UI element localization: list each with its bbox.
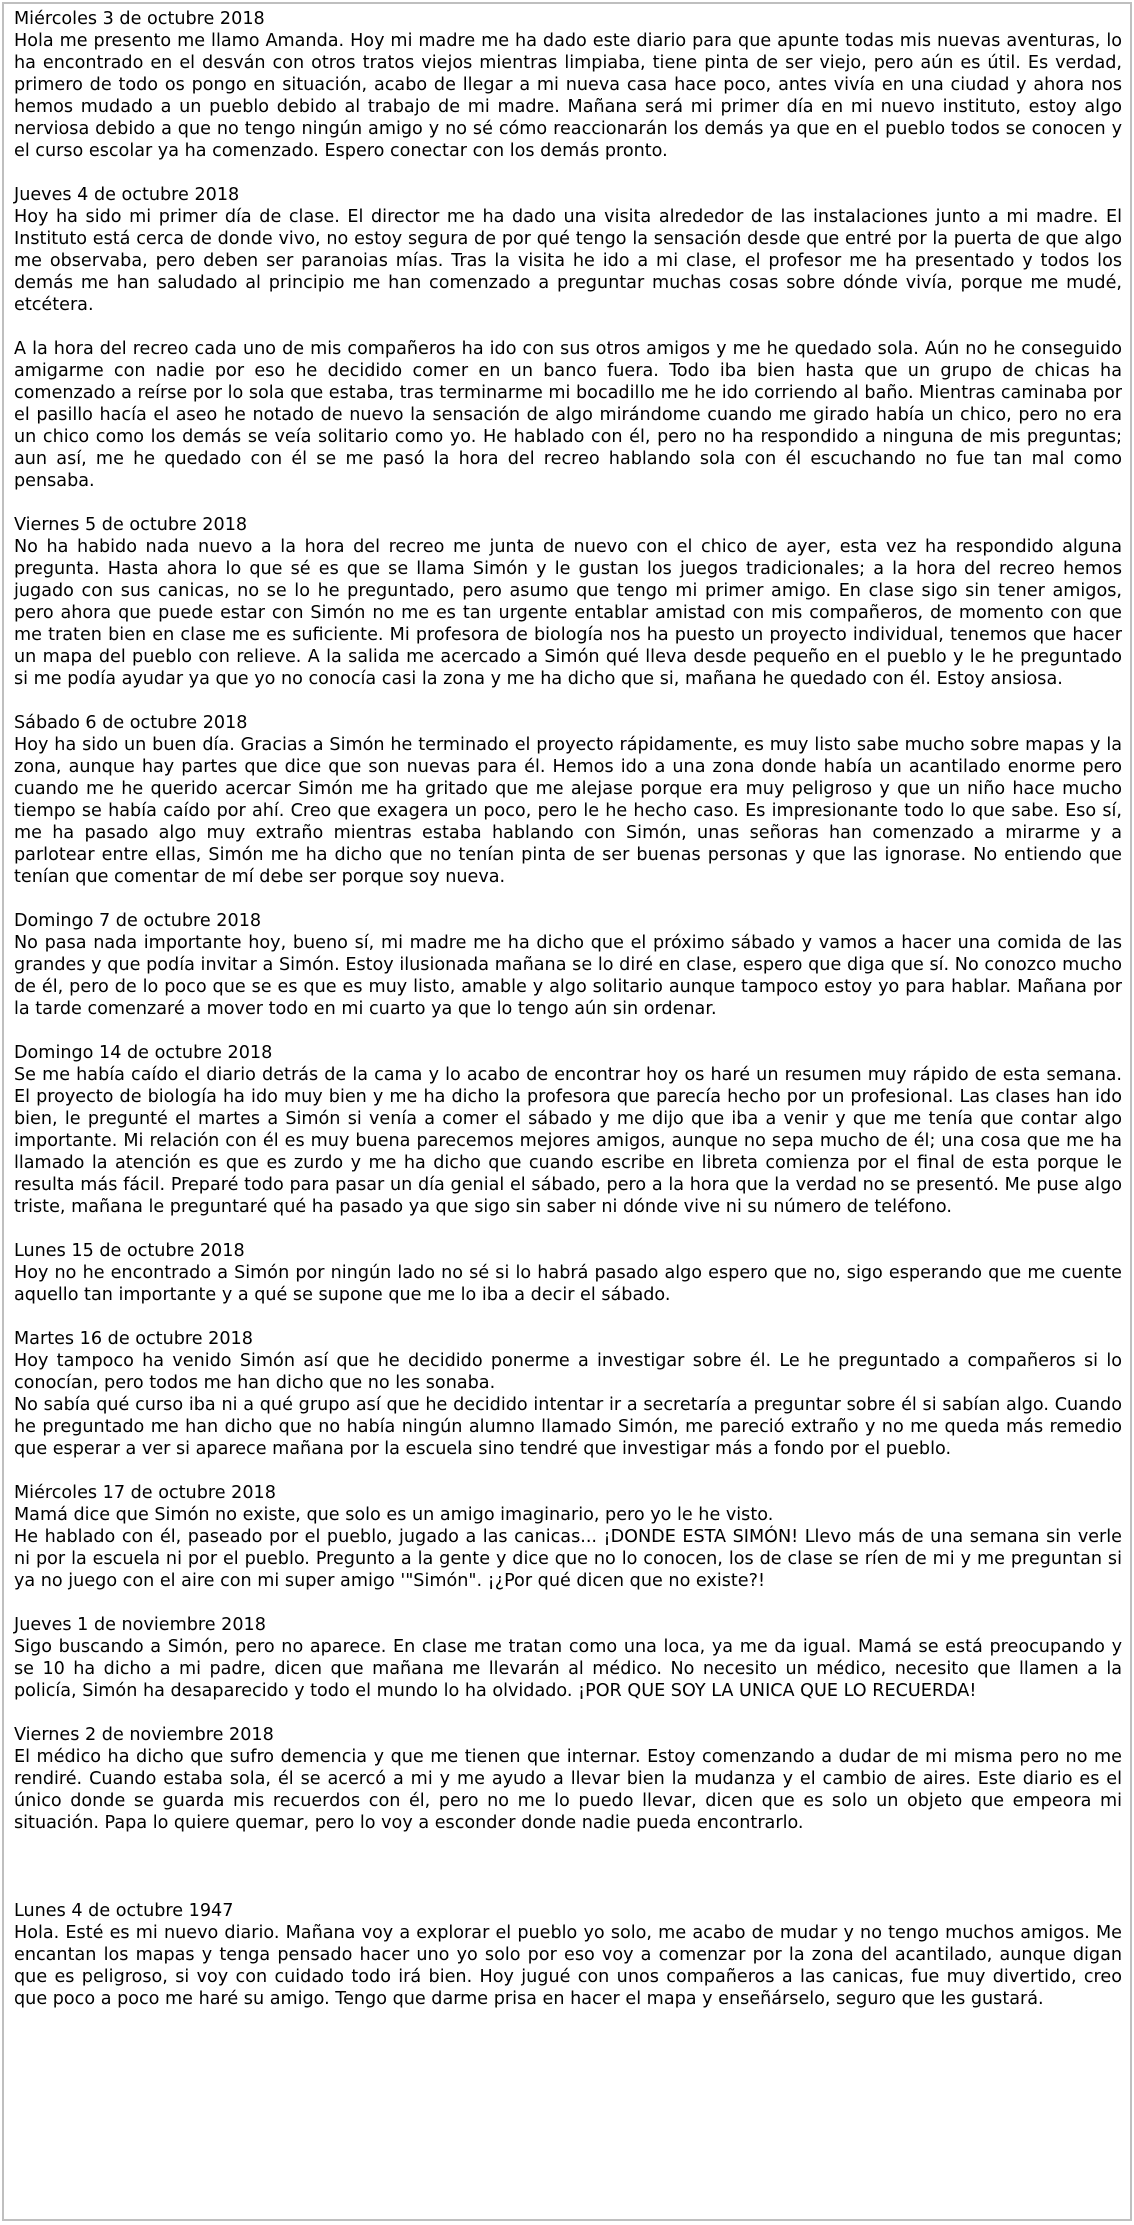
entry-paragraph: Hoy no he encontrado a Simón por ningún lado no sé si lo habrá pasado algo espero que no, sigo esperando que me cuente aquello tan importante y a qué se supone que me lo iba a decir el sábado. xyxy=(14,1263,1122,1305)
diary-entry xyxy=(14,1328,1122,1460)
entry-date: Jueves 1 de noviembre 2018 xyxy=(14,1615,266,1635)
entry-paragraph: No pasa nada importante hoy, bueno sí, mi madre me ha dicho que el próximo sábado y vamos a hacer una comida de las grandes y que podía invitar a Simón. Estoy ilusionada mañana se lo diré en clase, espero que diga que sí. No conozco mucho de él, pero de lo poco que se es que es muy listo, amable y algo solitario aunque tampoco estoy yo para hablar. Mañana por la tarde comenzaré a mover todo en mi cuarto ya que lo tengo aún sin ordenar. xyxy=(14,933,1122,1019)
entry-paragraph: Hoy ha sido un buen día. Gracias a Simón he terminado el proyecto rápidamente, es muy listo sabe mucho sobre mapas y la zona, aunque hay partes que dice que son nuevas para él. Hemos ido a una zona donde había un acantilado enorme pero cuando me he querido acercar Simón me ha gritado que me alejase porque era muy peligroso y que un niño hace mucho tiempo se había caído por ahí. Creo que exagera un poco, pero le he hecho caso. Es impresionante todo lo que sabe. Eso sí, me ha pasado algo muy extraño mientras estaba hablando con Simón, unas señoras han comenzado a mirarme y a parlotear entre ellas, Simón me ha dicho que no tenían pinta de ser buenas personas y que las ignorase. No entiendo que tenían que comentar de mí debe ser porque soy nueva. xyxy=(14,735,1122,887)
diary-entry xyxy=(14,184,1122,492)
entry-date: Miércoles 17 de octubre 2018 xyxy=(14,1483,276,1503)
entry-paragraph: Hola me presento me llamo Amanda. Hoy mi madre me ha dado este diario para que apunte todas mis nuevas aventuras, lo ha encontrado en el desván con otros tratos viejos mientras limpiaba, tiene pinta de ser viejo, pero aún es útil. Es verdad, primero de todo os pongo en situación, acabo de llegar a mi nueva casa hace poco, antes vivía en una ciudad y ahora nos hemos mudado a un pueblo debido al trabajo de mi madre. Mañana será mi primer día en mi nuevo instituto, estoy algo nerviosa debido a que no tengo ningún amigo y no sé cómo reaccionarán los demás ya que en el pueblo todos se conocen y el curso escolar ya ha comenzado. Espero conectar con los demás pronto. xyxy=(14,31,1122,161)
entry-paragraph: He hablado con él, paseado por el pueblo, jugado a las canicas... ¡DONDE ESTA SIMÓN! Llevo más de una semana sin verle ni por la escuela ni por el pueblo. Pregunto a la gente y dice que no lo conocen, los de clase se ríen de mi y me preguntan si ya no juego con el aire con mi super amigo '"Simón". ¡¿Por qué dicen que no existe?! xyxy=(14,1527,1122,1591)
diary-page xyxy=(2,2,1132,2221)
entry-paragraph: Mamá dice que Simón no existe, que solo es un amigo imaginario, pero yo le he visto. xyxy=(14,1505,774,1525)
diary-entry xyxy=(14,1240,1122,1306)
entry-date: Jueves 4 de octubre 2018 xyxy=(14,185,240,205)
entry-date: Lunes 4 de octubre 1947 xyxy=(14,1901,234,1921)
diary-entry xyxy=(14,910,1122,1020)
entry-date: Sábado 6 de octubre 2018 xyxy=(14,713,248,733)
diary-entry xyxy=(14,712,1122,888)
diary-entry xyxy=(14,1482,1122,1592)
entry-date: Domingo 14 de octubre 2018 xyxy=(14,1043,273,1063)
entry-date: Viernes 2 de noviembre 2018 xyxy=(14,1725,274,1745)
diary-entry xyxy=(14,1900,1122,2010)
entry-paragraph: Hola. Esté es mi nuevo diario. Mañana voy a explorar el pueblo yo solo, me acabo de mudar y no tengo muchos amigos. Me encantan los mapas y tenga pensado hacer uno yo solo por eso voy a comenzar por la zona del acantilado, aunque digan que es peligroso, si voy con cuidado todo irá bien. Hoy jugué con unos compañeros a las canicas, fue muy divertido, creo que poco a poco me haré su amigo. Tengo que darme prisa en hacer el mapa y enseñárselo, seguro que les gustará. xyxy=(14,1923,1122,2009)
diary-entry xyxy=(14,514,1122,690)
entry-date: Viernes 5 de octubre 2018 xyxy=(14,515,248,535)
entry-date: Domingo 7 de octubre 2018 xyxy=(14,911,262,931)
diary-entry xyxy=(14,8,1122,162)
entry-paragraph: A la hora del recreo cada uno de mis compañeros ha ido con sus otros amigos y me he quedado sola. Aún no he conseguido amigarme con nadie por eso he decidido comer en un banco fuera. Todo iba bien hasta que un grupo de chicas ha comenzado a reírse por lo sola que estaba, tras terminarme mi bocadillo me he ido corriendo al baño. Mientras caminaba por el pasillo hacía el aseo he notado de nuevo la sensación de algo mirándome cuando me girado había un chico, pero no era un chico como los demás se veía solitario como yo. He hablado con él, pero no ha respondido a ninguna de mis preguntas; aun así, me he quedado con él se me pasó la hora del recreo hablando sola con él escuchando no fue tan mal como pensaba. xyxy=(14,339,1122,491)
diary-entry xyxy=(14,1724,1122,1834)
entry-paragraph: Sigo buscando a Simón, pero no aparece. En clase me tratan como una loca, ya me da igual. Mamá se está preocupando y se 10 ha dicho a mi padre, dicen que mañana me llevarán al médico. No necesito un médico, necesito que llamen a la policía, Simón ha desaparecido y todo el mundo lo ha olvidado. ¡POR QUE SOY LA UNICA QUE LO RECUERDA! xyxy=(14,1637,1122,1701)
entry-paragraph: No sabía qué curso iba ni a qué grupo así que he decidido intentar ir a secretaría a preguntar sobre él si sabían algo. Cuando he preguntado me han dicho que no había ningún alumno llamado Simón, me pareció extraño y no me queda más remedio que esperar a ver si aparece mañana por la escuela sino tendré que investigar más a fondo por el pueblo. xyxy=(14,1395,1122,1459)
diary-entry xyxy=(14,1042,1122,1218)
entry-date: Martes 16 de octubre 2018 xyxy=(14,1329,253,1349)
entry-paragraph: El médico ha dicho que sufro demencia y que me tienen que internar. Estoy comenzando a dudar de mi misma pero no me rendiré. Cuando estaba sola, él se acercó a mi y me ayudo a llevar bien la mudanza y el cambio de aires. Este diario es el único donde se guarda mis recuerdos con él, pero no me lo puedo llevar, dicen que es solo un objeto que empeora mi situación. Papa lo quiere quemar, pero lo voy a esconder donde nadie pueda encontrarlo. xyxy=(14,1747,1122,1833)
entry-paragraph: Hoy ha sido mi primer día de clase. El director me ha dado una visita alrededor de las instalaciones junto a mi madre. El Instituto está cerca de donde vivo, no estoy segura de por qué tengo la sensación desde que entré por la puerta de que algo me observaba, pero deben ser paranoias mías. Tras la visita he ido a mi clase, el profesor me ha presentado y todos los demás me han saludado al principio me han comenzado a preguntar muchas cosas sobre dónde vivía, porque me mudé, etcétera. xyxy=(14,207,1122,315)
diary-entry xyxy=(14,1614,1122,1702)
entry-paragraph: Se me había caído el diario detrás de la cama y lo acabo de encontrar hoy os haré un resumen muy rápido de esta semana. El proyecto de biología ha ido muy bien y me ha dicho la profesora que parecía hecho por un profesional. Las clases han ido bien, le pregunté el martes a Simón si venía a comer el sábado y me dijo que iba a venir y que me tenía que contar algo importante. Mi relación con él es muy buena parecemos mejores amigos, aunque no sepa mucho de él; una cosa que me ha llamado la atención es que es zurdo y me ha dicho que cuando escribe en libreta comienza por el final de esta porque le resulta más fácil. Preparé todo para pasar un día genial el sábado, pero a la hora que la verdad no se presentó. Me puse algo triste, mañana le preguntaré qué ha pasado ya que sigo sin saber ni dónde vive ni su número de teléfono. xyxy=(14,1065,1122,1217)
entry-paragraph: No ha habido nada nuevo a la hora del recreo me junta de nuevo con el chico de ayer, esta vez ha respondido alguna pregunta. Hasta ahora lo que sé es que se llama Simón y le gustan los juegos tradicionales; a la hora del recreo hemos jugado con sus canicas, no se lo he preguntado, pero asumo que tengo mi primer amigo. En clase sigo sin tener amigos, pero ahora que puede estar con Simón no me es tan urgente entablar amistad con mis compañeros, de momento con que me traten bien en clase me es suficiente. Mi profesora de biología nos ha puesto un proyecto individual, tenemos que hacer un mapa del pueblo con relieve. A la salida me acercado a Simón qué lleva desde pequeño en el pueblo y le he preguntado si me podía ayudar ya que yo no conocía casi la zona y me ha dicho que si, mañana he quedado con él. Estoy ansiosa. xyxy=(14,537,1122,689)
entry-paragraph: Hoy tampoco ha venido Simón así que he decidido ponerme a investigar sobre él. Le he preguntado a compañeros si lo conocían, pero todos me han dicho que no les sonaba. xyxy=(14,1351,1122,1393)
entry-date: Miércoles 3 de octubre 2018 xyxy=(14,9,265,29)
entry-date: Lunes 15 de octubre 2018 xyxy=(14,1241,245,1261)
